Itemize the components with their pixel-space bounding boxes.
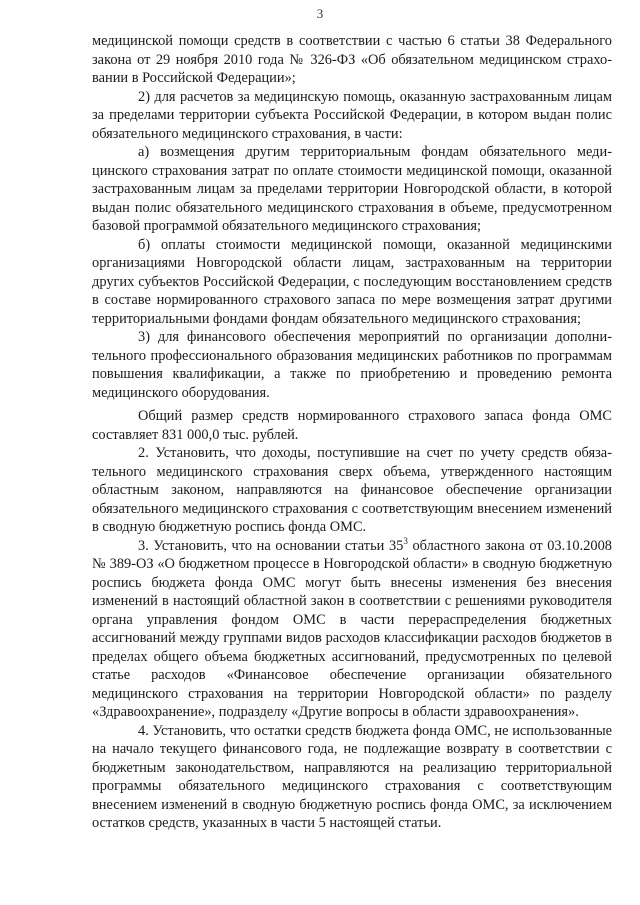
paragraph-item-2: 2) для расчетов за медицинскую помощь, оказанную застрахованным лицам за пределами территории субъекта Российской Федерации, в котором выдан полис обязательного медицинского страхования, в части:: [92, 88, 612, 142]
paragraph-total-reserve: Общий размер средств нормированного страхового запаса фонда ОМС составляет 831 000,0 тыс. рублей.: [92, 408, 612, 443]
paragraph-section-4: 4. Установить, что остатки средств бюджета фонда ОМС, не использованные на начало текущего финансового года, не подлежащие возврату в соответствии с бюджетным законодательством, направляются на реализацию территориальной программы обязательного медицинского страхования с соответствующим внесением изменений в сводную бюджетную роспись фонда ОМС, за исключением остатков средств, указанных в части 5 настоящей статьи.: [92, 722, 612, 831]
article-superscript: 3: [403, 535, 408, 546]
section-3-start: 3. Установить, что на основании статьи 35: [138, 537, 404, 554]
section-3-rest: областного закона от 03.10.2008 № 389-ОЗ «О бюджетном процессе в Новгородской области» в сводную бюджетную роспись бюджета фонда ОМС могут быть внесены изменения без внесения изменений в настоящий областной закон в соответствии с решениями руководителя органа управления фондом ОМС в части перераспределения бюджетных ассигнований между группами видов расходов классификации расходов бюджетов в пределах общего объема бюджетных ассигнований, предусмотренных по целевой статье расходов «Финансовое обеспечение организации обязательного медицинского страхования на территории Новгородской области» по разделу «Здравоохранение», подразделу «Другие вопросы в области здравоохранения».: [92, 537, 612, 720]
paragraph-item-3: 3) для финансового обеспечения мероприятий по организации дополнительного профессионального образования медицинских работников по программам повышения квалификации, а также по приобретению и проведению ремонта медицинского оборудования.: [92, 329, 612, 401]
paragraph-continuation: медицинской помощи средств в соответствии с частью 6 статьи 38 Федерального закона от 29 ноября 2010 года № 326-ФЗ «Об обязательном медицинском страховании в Российской Федерации»;: [92, 33, 612, 86]
document-body: [92, 32, 612, 833]
paragraph-subitem-a: а) возмещения другим территориальным фондам обязательного медицинского страхования затрат по оплате стоимости медицинской помощи, оказанной застрахованным лицам за пределами территории Новгородской области, в которой выдан полис обязательного медицинского страхования в объеме, предусмотренном базовой программой обязательного медицинского страхования;: [92, 144, 612, 234]
paragraph-section-2: 2. Установить, что доходы, поступившие на счет по учету средств обязательного медицинского страхования сверх объема, утвержденного настоящим областным законом, направляются на финансовое обеспечение организации обязательного медицинского страхования с соответствующим внесением изменений в сводную бюджетную роспись фонда ОМС.: [92, 445, 612, 535]
page-number: 3: [316, 6, 324, 21]
paragraph-section-3: [92, 537, 612, 722]
paragraph-subitem-b: б) оплаты стоимости медицинской помощи, оказанной медицинскими организациями Новгородской области лицам, застрахованным на территории других субъектов Российской Федерации, с последующим восстановлением средств в составе нормированного страхового запаса по мере возмещения затрат другими территориальными фондами фондам обязательного медицинского страхования;: [92, 236, 612, 327]
